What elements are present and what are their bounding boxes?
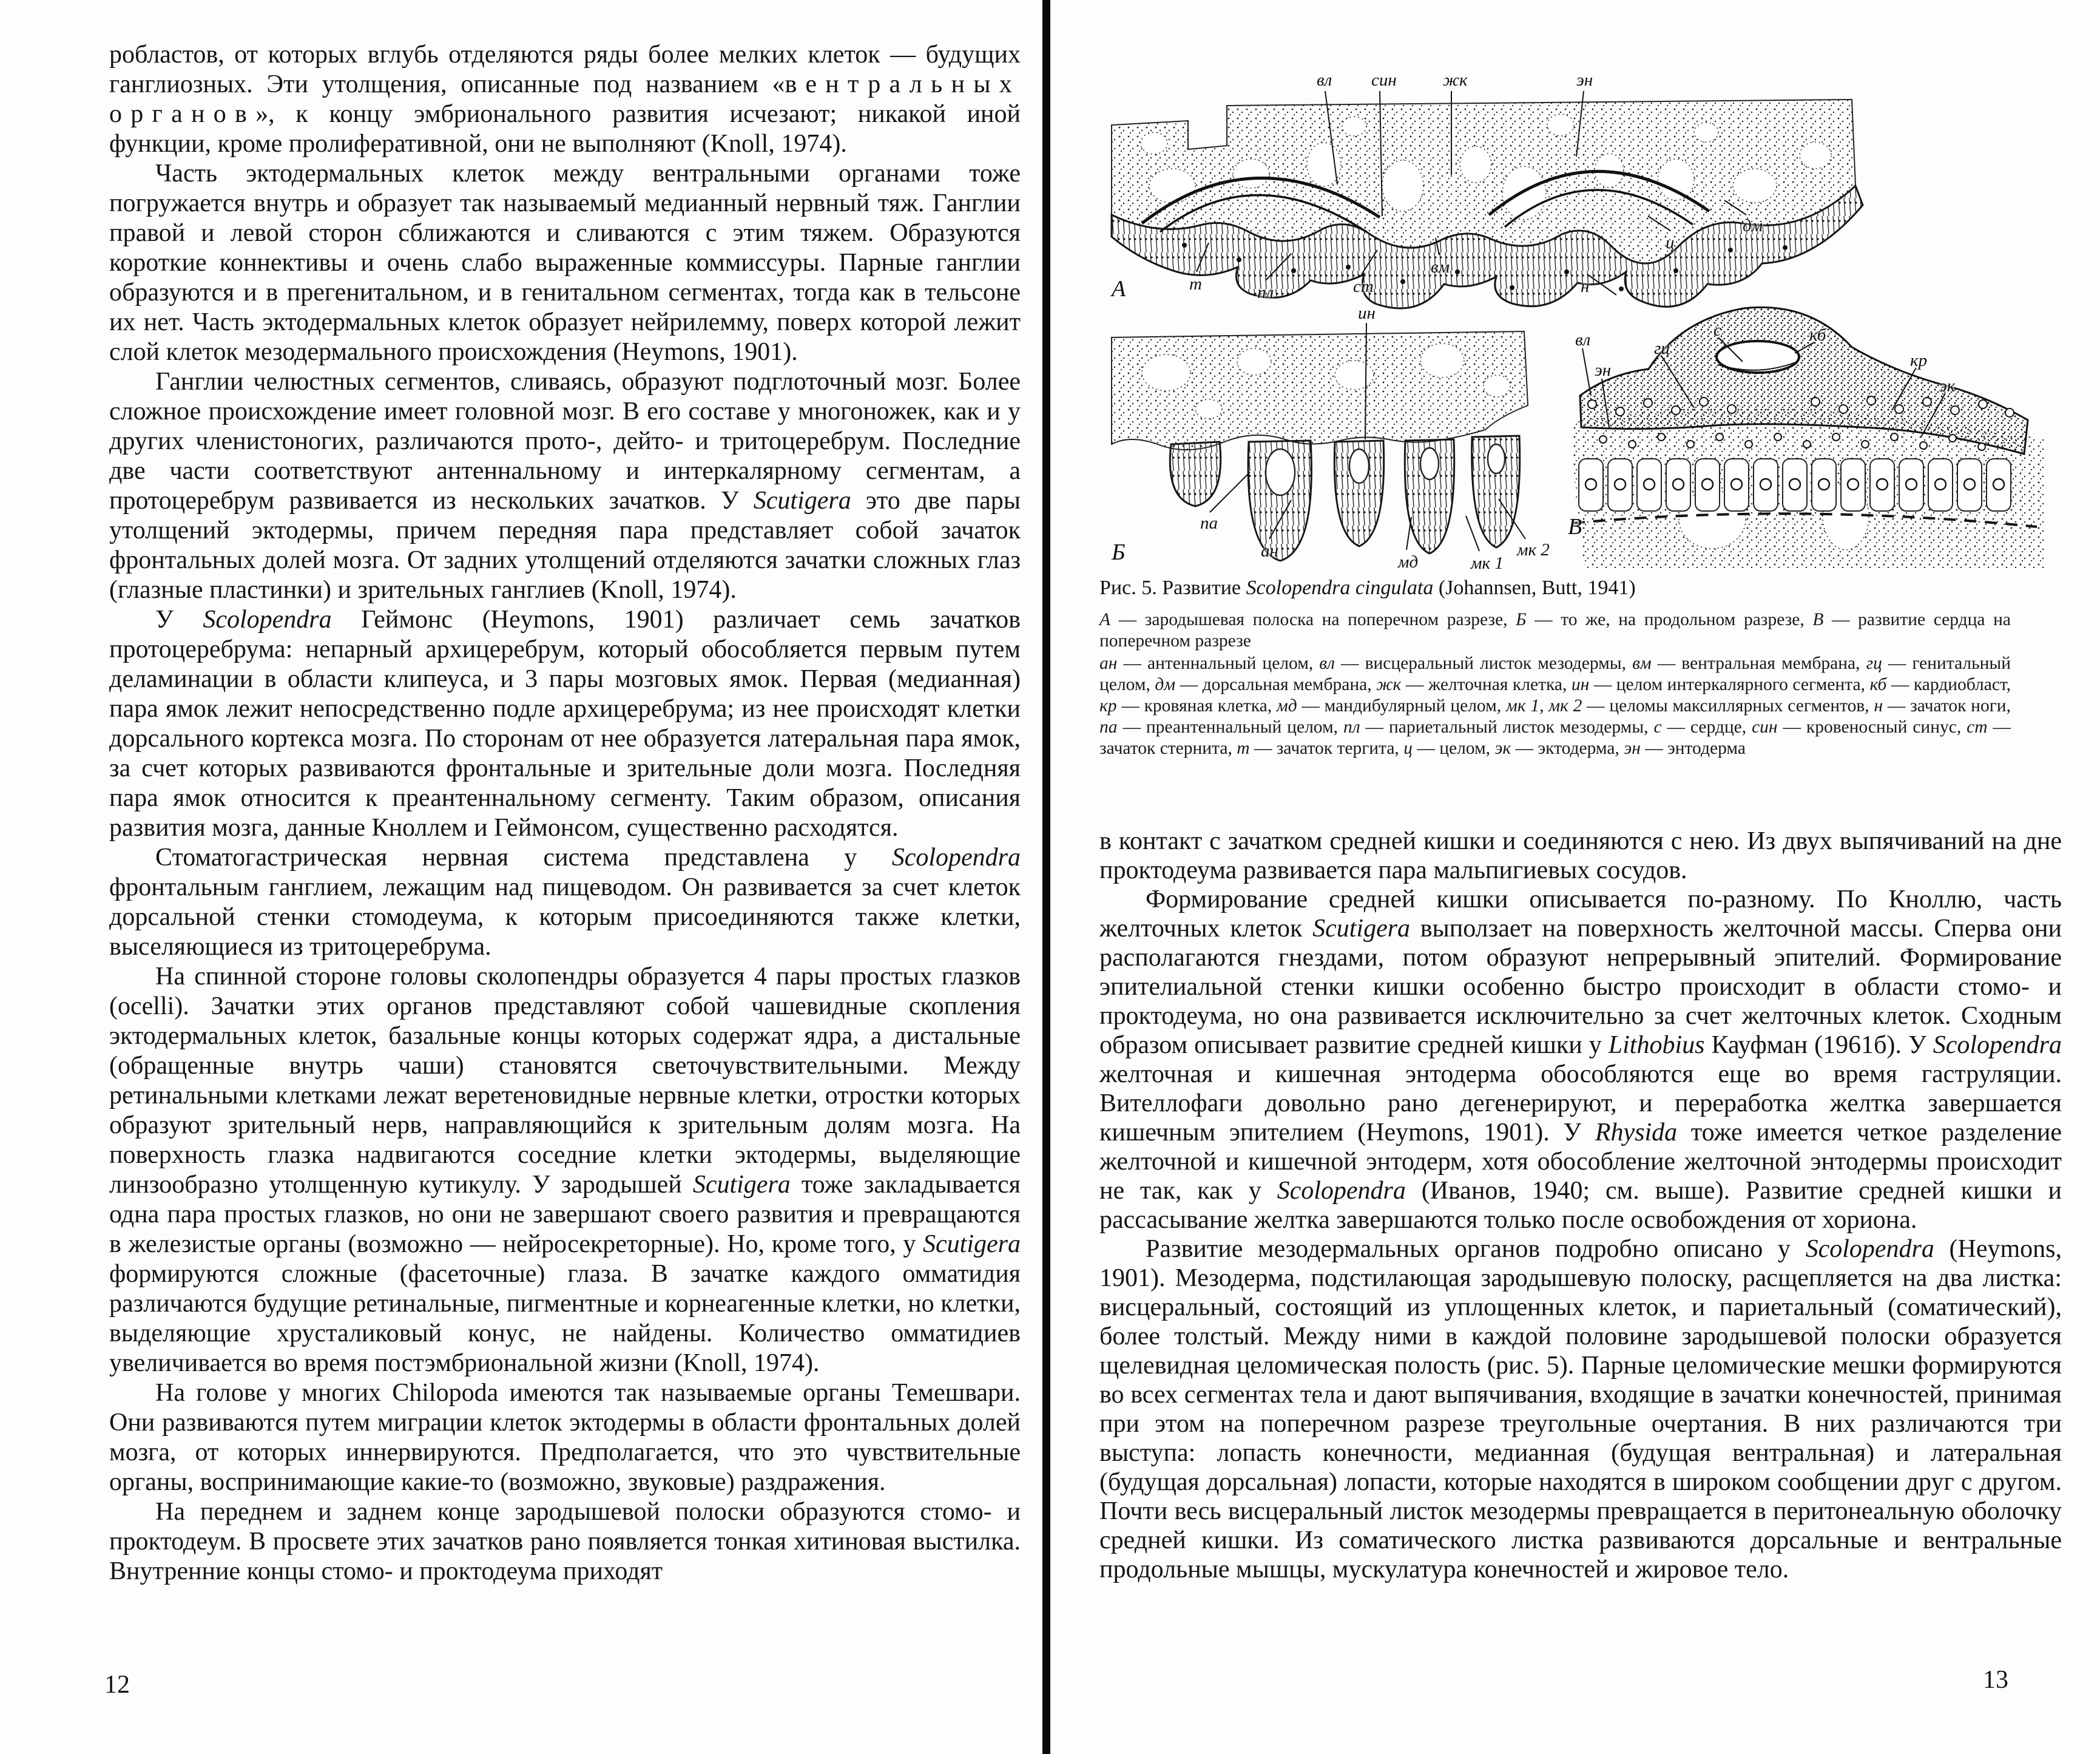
text-segment: мк 1, мк 2 <box>1505 696 1582 716</box>
text-segment: — кровеносный синус, <box>1777 717 1967 737</box>
figure-label: мд <box>1398 552 1419 572</box>
text-segment: — сердце, <box>1661 717 1752 737</box>
paragraph <box>109 1497 1021 1586</box>
text-segment: ан <box>1099 654 1118 673</box>
text-segment: — париетальный листок мезодермы, <box>1360 717 1654 737</box>
text-segment: — целом интеркалярного сегмента, <box>1589 675 1870 694</box>
figure-label: эн <box>1595 361 1612 380</box>
figure-label: кб <box>1809 325 1826 345</box>
text-segment: тоже имеется четкое разделение желточной и кишечной энтодерм, хотя обособление желточной энтодермы происходит не так, как у <box>1099 1119 2062 1205</box>
text-segment: Геймонс (Heymons, 1901) различает семь зачатков протоцеребрума: непарный архицеребрум, который обособляется первым путем деламинации в области клипеуса, и 3 пары мозговых ямок. Первая (медианная) пара ямок лежит непосредственно подле архицеребрума; из нее происходят клетки дорсального кортекса мозга. По сторонам от нее образуется латеральная пара ямок, за счет которых развиваются фронтальные и зрительные доли мозга. Последняя пара ямок относится к преантеннальному сегменту. Таким образом, описания развития мозга, данные Кноллем и Геймонсом, существенно расходятся. <box>109 606 1021 842</box>
text-segment: В <box>1812 610 1824 629</box>
text-segment: мд <box>1276 696 1297 716</box>
text-segment: Развитие мезодермальных органов подробно описано у <box>1146 1235 1806 1263</box>
text-segment: — энтодерма <box>1640 739 1746 758</box>
text-segment: Scolopendra <box>1277 1177 1406 1205</box>
text-segment: в контакт с зачатком средней кишки и соединяются с нею. Из двух выпячиваний на дне проктодеума развивается пара мальпигиевых сосудов. <box>1099 827 2062 884</box>
text-segment: Scutigera <box>923 1230 1021 1258</box>
figure-label: жк <box>1443 70 1468 90</box>
text-segment: эн <box>1624 739 1641 758</box>
text-segment: Scolopendra cingulata <box>1246 577 1434 599</box>
right-page-text-column <box>1099 827 2062 1584</box>
text-segment: — висцеральный листок мезодермы, <box>1334 654 1633 673</box>
text-segment: — зачаток ноги, <box>1883 696 2011 716</box>
figure-label: пл <box>1257 283 1274 302</box>
figure-caption <box>1099 577 2011 759</box>
text-segment: син <box>1752 717 1778 737</box>
text-segment: — зачаток тергита, <box>1249 739 1404 758</box>
text-segment: Scutigera <box>753 487 851 515</box>
page-divider <box>1042 0 1050 1754</box>
text-segment: Стоматогастрическая нервная система представлена у <box>155 844 892 872</box>
figure-5 <box>1099 34 2063 575</box>
text-segment: Ганглии челюстных сегментов, сливаясь, образуют подглоточный мозг. Более сложное происхождение имеет головной мозг. В его составе у многоножек, как и у других членистоногих, различаются прото-, дейто- и тритоцеребрум. Последние две части соответствуют антеннальному и интеркалярному сегментам, а протоцеребрум развивается из нескольких зачатков. У <box>109 368 1021 515</box>
text-segment: Rhysida <box>1595 1119 1678 1146</box>
text-segment: т <box>1237 739 1250 758</box>
figure-label: ц <box>1666 233 1675 252</box>
text-segment: — желточная клетка, <box>1401 675 1572 694</box>
paragraph <box>109 40 1021 159</box>
text-segment: с <box>1653 717 1662 737</box>
figure-label: дм <box>1743 216 1763 235</box>
text-segment: Б <box>1516 610 1527 629</box>
text-segment: — мандибулярный целом, <box>1297 696 1506 716</box>
text-segment: гц <box>1866 654 1882 673</box>
figure-label: т <box>1189 274 1202 294</box>
text-segment: н <box>1874 696 1883 716</box>
text-segment: На спинной стороне головы сколопендры образуется 4 пары простых глазков (ocelli). Зачатки этих органов представляют собой чашевидные скопления эктодермальных клеток, базальные концы которых содержат ядра, а дистальные (обращенные внутрь чаши) становятся светочувствительными. Между ретинальными клетками лежат веретеновидные нервные клетки, отростки которых образуют зрительный нерв, направляющийся к зрительным долям мозга. На поверхность глазка надвигаются соседние клетки эктодермы, выделяющие линзообразно утолщенную кутикулу. У зародышей <box>109 963 1021 1199</box>
text-segment: — кардиобласт, <box>1886 675 2011 694</box>
text-segment: Формирование средней кишки описывается по-разному. По Кноллю, часть желточных клеток <box>1099 885 2062 943</box>
paragraph <box>1099 885 2062 1234</box>
text-segment: робластов, от которых вглубь отделяются ряды более мелких клеток — будущих ганглиозных. Эти утолщения, описанные под названием « <box>109 41 1021 98</box>
text-segment: — то же, на продольном разрезе, <box>1526 610 1813 629</box>
paragraph <box>109 843 1021 962</box>
text-segment: па <box>1099 717 1118 737</box>
text-segment: фронтальным ганглием, лежащим над пищеводом. Он развивается за счет клеток дорсальной стенки стомодеума, к которым присоединяются также клетки, выселяющиеся из тритоцеребрума. <box>109 873 1021 961</box>
text-segment: кб <box>1869 675 1887 694</box>
figure-label: В <box>1568 514 1582 540</box>
figure-label: ст <box>1353 277 1374 296</box>
left-page-text-column <box>109 40 1021 1586</box>
text-segment: На переднем и заднем конце зародышевой полоски образуются стомо- и проктодеум. В просвете этих зачатков рано появляется тонкая хитиновая выстилка. Внутренние концы стомо- и проктодеума приходят <box>109 1498 1021 1585</box>
text-segment: — целомы максиллярных сегментов, <box>1582 696 1874 716</box>
text-segment: Scolopendra <box>891 844 1021 872</box>
figure-caption-panel-key <box>1099 609 2011 652</box>
text-segment: Scutigera <box>1312 915 1411 943</box>
text-segment: Lithobius <box>1608 1031 1705 1059</box>
text-segment: — целом, <box>1412 739 1495 758</box>
figure-label: эн <box>1576 70 1593 90</box>
text-segment: вентральных органов <box>109 70 1021 128</box>
paragraph <box>109 605 1021 843</box>
text-segment: У <box>155 606 203 634</box>
figure-label: син <box>1371 70 1397 90</box>
text-segment: выползает на поверхность желточной массы. Сперва они располагаются гнездами, потом образуют непрерывный эпителий. Формирование эпителиальной стенки кишки особенно быстро происходит в области стомо- и проктодеума, но она развивается исключительно за счет желточных клеток. Сходным образом описывает развитие средней кишки у <box>1099 915 2062 1059</box>
figure-label: па <box>1200 513 1218 533</box>
figure-labels-layer <box>1099 34 2063 575</box>
text-segment: », к концу эмбрионального развития исчезают; никакой иной функции, кроме пролиферативной, они не выполняют (Knoll, 1974). <box>109 100 1021 158</box>
figure-label: вл <box>1575 330 1591 350</box>
text-segment: жк <box>1376 675 1402 694</box>
figure-label: мк 1 <box>1471 554 1504 573</box>
figure-label: эк <box>1939 376 1956 396</box>
text-segment: — преантеннальный целом, <box>1117 717 1343 737</box>
paragraph <box>1099 827 2062 885</box>
text-segment: На голове у многих Chilopoda имеются так называемые органы Темешвари. Они развиваются путем миграции клеток эктодермы в области фронтальных долей мозга, от которых иннервируются. Предполагается, что это чувствительные органы, воспринимающие какие-то (возможно, звуковые) раздражения. <box>109 1379 1021 1496</box>
page-number-left: 12 <box>104 1671 130 1699</box>
paragraph <box>109 159 1021 367</box>
text-segment: (Иванов, 1940; см. выше). Развитие средней кишки и рассасывание желтка завершаются только после освобождения от хориона. <box>1099 1177 2062 1234</box>
text-segment: — зародышевая полоска на поперечном разрезе, <box>1110 610 1516 629</box>
text-segment: — кровяная клетка, <box>1116 696 1277 716</box>
text-segment: ст <box>1967 717 1988 737</box>
text-segment: это две пары утолщений эктодермы, причем передняя пара представляет собой зачаток фронтальных долей мозга. От задних утолщений отделяются зачатки сложных глаз (глазные пластинки) и зрительных ганглиев (Knoll, 1974). <box>109 487 1021 604</box>
text-segment: — вентральная мембрана, <box>1651 654 1866 673</box>
text-segment: желточная и кишечная энтодерма обособляются еще во время гаструляции. Вителлофаги довольно рано дегенерируют, и переработка желтка завершается кишечным эпителием (Heymons, 1901). У <box>1099 1060 2062 1146</box>
paragraph <box>1099 1234 2062 1584</box>
figure-label: с <box>1713 320 1721 340</box>
text-segment: Scolopendra <box>1933 1031 2062 1059</box>
text-segment: Рис. 5. Развитие <box>1099 577 1246 599</box>
text-segment: — генитальный целом, <box>1099 654 2011 694</box>
figure-label: ан <box>1261 541 1278 561</box>
text-segment: Scolopendra <box>1805 1235 1934 1263</box>
figure-label: А <box>1112 276 1126 302</box>
text-segment: — антеннальный целом, <box>1117 654 1320 673</box>
text-segment: (Heymons, 1901). Мезодерма, подстилающая зародышевую полоску, расщепляется на два листка: висцеральный, состоящий из уплощенных клеток, и париетальный (соматический), более толстый. Между ними в каждой половине зародышевой полоски образуется щелевидная целомическая полость (рис. 5). Парные целомические мешки формируются во всех сегментах тела и дают выпячивания, входящие в зачатки конечностей, принимая при этом на поперечном разрезе треугольные очертания. В них различаются три выступа: лопасть конечности, медианная (будущая вентральная) и латеральная (будущая дорсальная) лопасти, которые находятся в широком сообщении друг с другом. Почти весь висцеральный листок мезодермы превращается в перитонеальную оболочку средней кишки. Из соматического листка развиваются дорсальные и вентральные продольные мышцы, мускулатура конечностей и жировое тело. <box>1099 1235 2062 1583</box>
text-segment: — эктодерма, <box>1511 739 1624 758</box>
text-segment: дм <box>1155 675 1176 694</box>
figure-caption-abbreviations <box>1099 653 2011 759</box>
text-segment: формируются сложные (фасеточные) глаза. В зачатке каждого омматидия различаются будущие ретинальные, пигментные и корнеагенные клетки, но клетки, выделяющие хрусталиковый конус, не найдены. Количество омматидиев увеличивается во время постэмбриональной жизни (Knoll, 1974). <box>109 1260 1021 1377</box>
figure-label: вл <box>1317 70 1332 90</box>
paragraph <box>109 367 1021 605</box>
text-segment: вм <box>1632 654 1652 673</box>
text-segment: вл <box>1319 654 1335 673</box>
text-segment: кр <box>1099 696 1117 716</box>
text-segment: Кауфман (1961б). У <box>1704 1031 1933 1059</box>
text-segment: Часть эктодермальных клеток между вентральными органами тоже погружается внутрь и образует так называемый медианный нервный тяж. Ганглии правой и левой сторон сближаются и сливаются с этим тяжем. Образуются короткие коннективы и очень слабо выраженные коммиссуры. Парные ганглии образуются и в прегенитальном, и в генитальном сегментах, тогда как в тельсоне их нет. Часть эктодермальных клеток образует нейрилемму, поверх которой лежит слой клеток мезодермального происхождения (Heymons, 1901). <box>109 160 1021 366</box>
text-segment: ц <box>1403 739 1413 758</box>
figure-label: гц <box>1654 339 1670 358</box>
figure-label: Б <box>1112 540 1126 565</box>
paragraph <box>109 962 1021 1378</box>
paragraph <box>109 1378 1021 1497</box>
figure-label: мк 2 <box>1517 540 1550 560</box>
text-segment: (Johannsen, Butt, 1941) <box>1433 577 1636 599</box>
text-segment: ин <box>1571 675 1590 694</box>
figure-label: н <box>1581 277 1590 296</box>
text-segment: Scolopendra <box>203 606 332 634</box>
text-segment: пл <box>1343 717 1360 737</box>
text-segment: — дорсальная мембрана, <box>1175 675 1377 694</box>
figure-label: ин <box>1358 303 1376 323</box>
text-segment: — зачаток стернита, <box>1099 717 2011 758</box>
text-segment: — развитие сердца на поперечном разрезе <box>1099 610 2011 651</box>
text-segment: тоже закладывается одна пара простых глазков, но они не завершают своего развития и превращаются в железистые органы (возможно — нейросекреторные). Но, кроме того, у <box>109 1171 1021 1258</box>
text-segment: Scutigera <box>692 1171 791 1199</box>
page-number-right: 13 <box>1983 1666 2008 1694</box>
figure-label: вм <box>1431 257 1450 277</box>
figure-caption-title <box>1099 577 2011 600</box>
text-segment: эк <box>1494 739 1511 758</box>
figure-label: кр <box>1910 351 1928 370</box>
text-segment: А <box>1099 610 1111 629</box>
